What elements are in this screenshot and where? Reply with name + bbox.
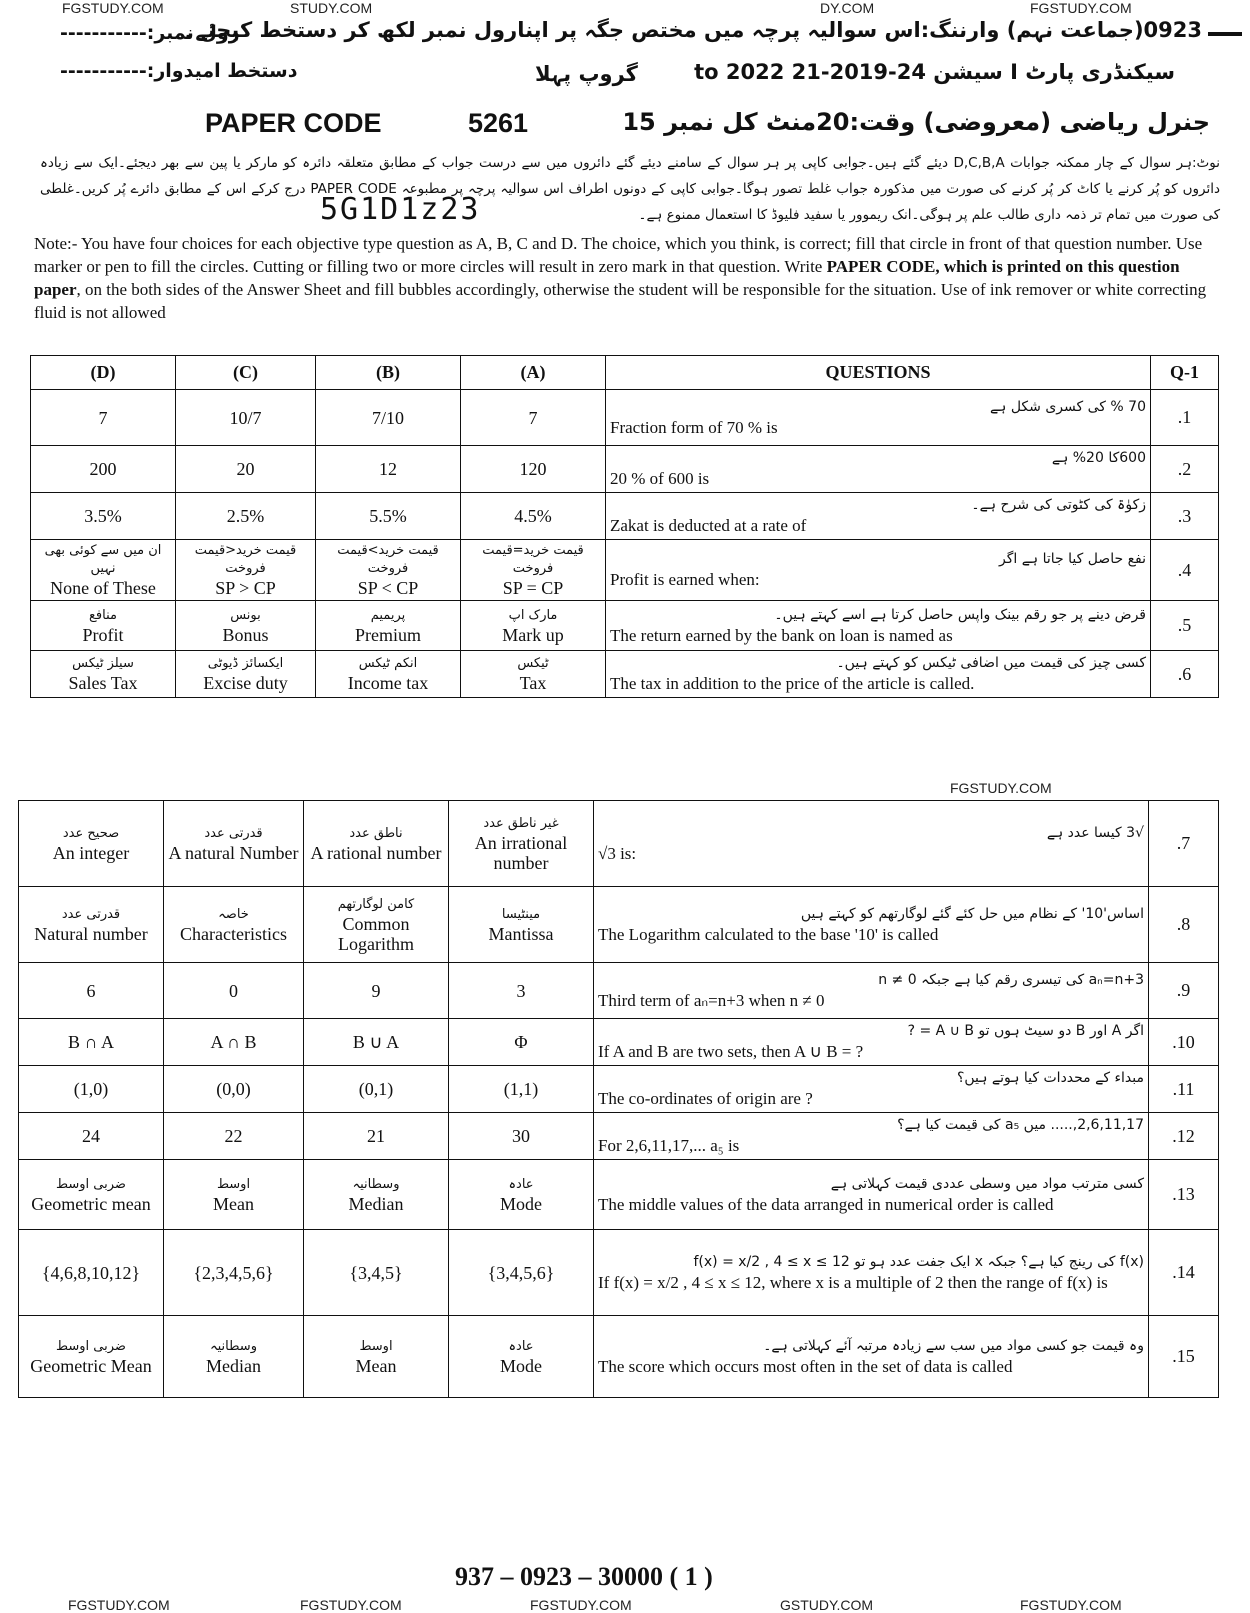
watermark: GSTUDY.COM	[780, 1597, 874, 1613]
watermark: FGSTUDY.COM	[1030, 0, 1132, 16]
option-b	[304, 1160, 449, 1230]
option-a-english: Φ	[514, 1032, 528, 1052]
watermark: FGSTUDY.COM	[950, 780, 1052, 796]
option-a-urdu: قیمت خرید=قیمت فروخت	[482, 543, 584, 576]
question-english: The co-ordinates of origin are ?	[598, 1089, 813, 1108]
option-d-urdu: صحیح عدد	[62, 825, 120, 841]
option-a-english: Mode	[500, 1355, 542, 1376]
option-c-english: (0,0)	[216, 1079, 251, 1099]
option-b	[316, 390, 461, 446]
option-c-english: Excise duty	[203, 673, 288, 693]
option-c-urdu: وسطانیہ	[210, 1338, 257, 1354]
option-a-english: 3	[516, 980, 526, 1001]
question-number: .1	[1151, 390, 1219, 446]
option-c	[164, 1230, 304, 1316]
question-english: The return earned by the bank on loan is named as	[610, 625, 953, 645]
question-text	[594, 1066, 1149, 1113]
paper-code-value: 5261	[468, 108, 529, 138]
question-english: The middle values of the data arranged in numerical order is called	[598, 1194, 1054, 1214]
option-a-urdu: غیر ناطق عدد	[483, 815, 559, 831]
option-c	[176, 540, 316, 601]
question-urdu: قرض دینے پر جو رقم بینک واپس حاصل کرتا ہے اسے کہتے ہیں۔	[774, 606, 1146, 623]
watermark: FGSTUDY.COM	[530, 1597, 632, 1613]
question-english: 20 % of 600 is	[610, 469, 710, 488]
option-c-urdu: بونس	[230, 607, 261, 623]
watermark: FGSTUDY.COM	[300, 1597, 402, 1613]
question-row	[19, 1066, 1219, 1113]
option-c-english: Characteristics	[180, 923, 287, 944]
option-b-urdu: اوسط	[359, 1338, 393, 1354]
question-text	[594, 801, 1149, 887]
option-a	[449, 1160, 594, 1230]
option-a-english: 4.5%	[514, 506, 552, 526]
option-a	[449, 1113, 594, 1160]
option-c	[164, 801, 304, 887]
question-number: .5	[1151, 601, 1219, 651]
option-d-english: None of These	[50, 578, 156, 598]
option-c	[176, 446, 316, 493]
option-a-english: 120	[519, 459, 547, 479]
question-text	[594, 887, 1149, 963]
session-line: سیکنڈری پارٹ I سیشن 24-2019-21 to 2022	[694, 60, 1175, 84]
question-urdu: 600کا 20% ہے	[1051, 450, 1146, 466]
option-a	[449, 887, 594, 963]
paper-code-label: PAPER CODE	[205, 108, 382, 138]
group-label: گروپ پہلا	[535, 62, 638, 86]
option-d-english: Geometric Mean	[30, 1355, 152, 1376]
option-a-english: Tax	[519, 673, 547, 693]
option-b-english: 7/10	[371, 407, 404, 428]
question-urdu: کسی مترتب مواد میں وسطی عددی قیمت کہلاتی ہے	[830, 1175, 1144, 1192]
header-c: (C)	[176, 356, 316, 390]
question-text	[606, 493, 1151, 540]
option-b-english: B ∪ A	[352, 1032, 400, 1052]
question-english: Profit is earned when:	[610, 570, 760, 589]
question-row	[19, 1019, 1219, 1066]
question-number: .4	[1151, 540, 1219, 601]
option-c-urdu: قدرتی عدد	[204, 825, 263, 841]
option-c-urdu: خاصہ	[218, 906, 249, 922]
watermark: FGSTUDY.COM	[1020, 1597, 1122, 1613]
question-english: √3 is:	[598, 843, 637, 863]
option-c-english: Mean	[213, 1193, 254, 1214]
option-a-urdu: مارک اپ	[508, 607, 558, 623]
option-c	[164, 1019, 304, 1066]
question-number: .12	[1149, 1113, 1219, 1160]
option-a-english: {3,4,5,6}	[487, 1262, 555, 1283]
option-d-english: 7	[98, 407, 108, 428]
option-c-english: {2,3,4,5,6}	[193, 1262, 274, 1283]
option-a-english: 30	[512, 1126, 530, 1146]
option-b-urdu: وسطانیہ	[352, 1176, 400, 1192]
option-d	[31, 493, 176, 540]
option-d-urdu: ان میں سے کوئی بھی نہیں	[44, 543, 162, 576]
question-english: If f(x) = x/2 , 4 ≤ x ≤ 12, where x is a multiple of 2 then the range of f(x) is	[598, 1272, 1108, 1292]
option-d-urdu: سیلز ٹیکس	[72, 656, 134, 671]
question-urdu: مبداء کے محددات کیا ہوتے ہیں؟	[956, 1070, 1144, 1086]
option-b-english: 21	[367, 1126, 385, 1146]
option-b-english: Mean	[355, 1355, 397, 1376]
header-qno: Q-1	[1151, 356, 1219, 390]
question-text	[594, 1019, 1149, 1066]
question-number: .15	[1149, 1316, 1219, 1398]
question-urdu: f(x) کی رینج کیا ہے؟ جبکہ x ایک جفت عدد ہو تو f(x) = x/2 , 4 ≤ x ≤ 12	[693, 1253, 1144, 1270]
option-b	[304, 963, 449, 1019]
option-c-english: 10/7	[229, 407, 262, 428]
option-a	[461, 446, 606, 493]
option-b	[304, 1230, 449, 1316]
option-c-english: A natural Number	[168, 842, 299, 863]
question-urdu: وہ قیمت جو کسی مواد میں سب سے زیادہ مرتبہ آئے کہلاتی ہے۔	[763, 1337, 1144, 1354]
option-d	[19, 1019, 164, 1066]
option-c-urdu: قیمت خرید<قیمت فروخت	[194, 543, 297, 576]
option-d	[19, 1316, 164, 1398]
question-english: The tax in addition to the price of the article is called.	[610, 674, 975, 693]
subject-line: جنرل ریاضی (معروضی) وقت:20منٹ کل نمبر 15	[622, 108, 1210, 136]
question-number: .8	[1149, 887, 1219, 963]
question-number: .2	[1151, 446, 1219, 493]
question-row	[31, 493, 1219, 540]
watermark: FGSTUDY.COM	[68, 1597, 170, 1613]
question-english: If A and B are two sets, then A ∪ B = ?	[598, 1042, 864, 1061]
option-a-english: Mark up	[502, 624, 564, 645]
question-text	[594, 963, 1149, 1019]
question-urdu: 2,6,11,17,..... میں a₅ کی قیمت کیا ہے؟	[897, 1117, 1144, 1133]
option-b-english: (0,1)	[358, 1079, 394, 1099]
option-c	[164, 1113, 304, 1160]
header-b: (B)	[316, 356, 461, 390]
option-b	[304, 801, 449, 887]
option-c-urdu: اوسط	[216, 1176, 251, 1192]
watermark: FGSTUDY.COM	[62, 0, 164, 16]
option-b	[304, 1316, 449, 1398]
option-a	[461, 651, 606, 698]
question-english: For 2,6,11,17,... a₅ is	[598, 1136, 740, 1155]
option-c-english: 0	[229, 980, 238, 1001]
option-a-urdu: ٹیکس	[517, 656, 549, 671]
option-b	[316, 651, 461, 698]
option-b-urdu: کامن لوگارتھم	[337, 896, 415, 912]
question-text	[594, 1316, 1149, 1398]
question-english: The score which occurs most often in the set of data is called	[598, 1356, 1013, 1376]
roll-number: رول نمبر:-----------	[60, 22, 240, 44]
question-english: Third term of aₙ=n+3 when n ≠ 0	[598, 990, 825, 1010]
option-b-urdu: انکم ٹیکس	[358, 656, 418, 671]
question-row	[19, 1160, 1219, 1230]
option-d-english: B ∩ A	[67, 1032, 114, 1052]
option-d-urdu: منافع	[89, 607, 117, 623]
option-d-urdu: ضربی اوسط	[56, 1176, 126, 1192]
question-row	[19, 887, 1219, 963]
option-d	[31, 446, 176, 493]
option-d	[19, 801, 164, 887]
option-b	[316, 493, 461, 540]
option-d-urdu: ضربی اوسط	[56, 1338, 126, 1354]
option-d	[31, 651, 176, 698]
option-b-urdu: پریمیم	[370, 607, 406, 623]
watermark: DY.COM	[820, 0, 875, 16]
option-d	[19, 1113, 164, 1160]
option-a-english: Mode	[500, 1193, 542, 1214]
question-urdu: نفع حاصل کیا جاتا ہے اگر	[998, 551, 1146, 567]
option-a-urdu: عادہ	[508, 1338, 534, 1354]
option-b	[304, 887, 449, 963]
question-text	[594, 1160, 1149, 1230]
option-a	[449, 1066, 594, 1113]
dash-mark	[1208, 32, 1242, 36]
question-urdu: کسی چیز کی قیمت میں اضافی ٹیکس کو کہتے ہیں۔	[836, 655, 1146, 671]
question-number: .7	[1149, 801, 1219, 887]
header-questions: QUESTIONS	[606, 356, 1151, 390]
option-b-english: Common Logarithm	[338, 913, 414, 954]
question-urdu: اساس'10' کے نظام میں حل کئے گئے لوگارتھم کو کہتے ہیں	[800, 905, 1144, 922]
question-row	[31, 446, 1219, 493]
option-b	[304, 1019, 449, 1066]
option-d-english: Sales Tax	[68, 673, 138, 693]
question-english: The Logarithm calculated to the base '10' is called	[598, 924, 939, 944]
option-a	[461, 601, 606, 651]
question-urdu: √3 کیسا عدد ہے	[1046, 824, 1144, 841]
option-d	[31, 540, 176, 601]
question-row	[19, 1230, 1219, 1316]
option-a	[449, 1230, 594, 1316]
option-b	[304, 1113, 449, 1160]
question-row	[19, 1316, 1219, 1398]
question-text	[594, 1230, 1149, 1316]
option-d-english: (1,0)	[73, 1079, 109, 1099]
option-b-english: 5.5%	[369, 506, 407, 526]
option-c	[176, 601, 316, 651]
option-d	[19, 1160, 164, 1230]
option-c	[164, 963, 304, 1019]
question-number: .11	[1149, 1066, 1219, 1113]
header-d: (D)	[31, 356, 176, 390]
option-b-english: Median	[348, 1193, 404, 1214]
question-urdu: زکوٰۃ کی کٹوتی کی شرح ہے۔	[971, 497, 1146, 513]
option-d	[31, 601, 176, 651]
option-a-urdu: مینٹیسا	[501, 906, 541, 922]
option-b-urdu: قیمت خرید>قیمت فروخت	[337, 543, 439, 576]
option-c	[176, 390, 316, 446]
option-c-english: 20	[236, 459, 255, 479]
question-english: Zakat is deducted at a rate of	[610, 516, 807, 535]
option-d-english: Geometric mean	[31, 1193, 151, 1214]
option-a-english: SP = CP	[502, 578, 564, 598]
footer-code: 937 – 0923 – 30000 ( 1 )	[455, 1562, 713, 1591]
option-c-english: 2.5%	[226, 506, 265, 526]
question-row	[31, 601, 1219, 651]
question-row	[31, 651, 1219, 698]
option-a-english: An irrational number	[474, 832, 568, 873]
question-row	[19, 801, 1219, 887]
question-english: Fraction form of 70 % is	[610, 417, 778, 437]
option-b	[304, 1066, 449, 1113]
question-text	[606, 446, 1151, 493]
question-urdu: اگر A اور B دو سیٹ ہوں تو A ∪ B = ?	[907, 1023, 1144, 1039]
question-row	[19, 963, 1219, 1019]
option-d	[31, 390, 176, 446]
questions-table-2	[18, 800, 1219, 1398]
candidate-signature: دستخط امیدوار:-----------	[60, 60, 298, 82]
option-b	[316, 601, 461, 651]
question-number: .13	[1149, 1160, 1219, 1230]
option-d	[19, 1230, 164, 1316]
option-a-english: Mantissa	[488, 923, 554, 944]
question-text	[606, 540, 1151, 601]
question-number: .6	[1151, 651, 1219, 698]
option-c-english: 22	[224, 1126, 243, 1146]
question-urdu: 70 % کی کسری شکل ہے	[989, 398, 1146, 415]
option-a-english: 7	[528, 407, 538, 428]
questions-table-1	[30, 355, 1219, 698]
option-d-english: 200	[89, 459, 117, 479]
option-b-english: SP < CP	[357, 578, 419, 598]
question-number: .3	[1151, 493, 1219, 540]
option-b-english: 9	[371, 980, 381, 1001]
option-b-english: Premium	[355, 624, 421, 645]
option-c-english: Bonus	[222, 624, 269, 645]
option-b	[316, 446, 461, 493]
question-text	[594, 1113, 1149, 1160]
handwritten-mark: 5G1D1z23	[320, 192, 481, 227]
option-c-english: A ∩ B	[210, 1032, 257, 1052]
option-d-english: {4,6,8,10,12}	[41, 1262, 141, 1283]
question-text	[606, 601, 1151, 651]
option-b-english: {3,4,5}	[349, 1262, 403, 1283]
note-urdu: نوٹ:ہر سوال کے چار ممکنہ جوابات D,C,B,A دیئے گئے ہیں۔جوابی کاپی پر ہر سوال کے سامنے دیئے گئے دائروں میں سے درست جواب کے مطابق متعلقہ دائرہ کو مارکر یا پین سے بھر دیجئے۔ایک سے زیادہ دائروں کو پُر کرنے یا کاٹ کر پُر کرنے کی صورت میں مذکورہ جواب غلط تصور ہوگا۔جوابی کاپی کے دونوں اطراف اس سوالیہ پرچہ پر مطبوعہ PAPER CODE درج کرکے اس کے مطابق دائرے پُر کریں۔غلطی کی صورت میں تمام تر ذمہ داری طالب علم پر ہوگی۔انک ریموور یا سفید فلیوڈ کا استعمال ممنوع ہے۔	[40, 155, 1220, 223]
option-a	[461, 390, 606, 446]
header-a: (A)	[461, 356, 606, 390]
option-d-english: 6	[86, 980, 96, 1001]
question-number: .9	[1149, 963, 1219, 1019]
option-d	[19, 963, 164, 1019]
option-a	[461, 493, 606, 540]
question-text	[606, 651, 1151, 698]
option-c	[176, 651, 316, 698]
option-a	[449, 963, 594, 1019]
question-text	[606, 390, 1151, 446]
option-c-english: Median	[206, 1355, 261, 1376]
option-a	[449, 1316, 594, 1398]
option-a	[461, 540, 606, 601]
option-d	[19, 1066, 164, 1113]
question-row	[31, 390, 1219, 446]
option-c	[164, 1160, 304, 1230]
option-c-urdu: ایکسائز ڈیوٹی	[207, 656, 284, 671]
option-c	[176, 493, 316, 540]
option-a-urdu: عادہ	[508, 1176, 534, 1192]
option-d-english: An integer	[52, 842, 130, 863]
option-c	[164, 887, 304, 963]
question-row	[31, 540, 1219, 601]
question-number: .10	[1149, 1019, 1219, 1066]
watermark: STUDY.COM	[290, 0, 373, 16]
warning-line: 0923(جماعت نہم) وارننگ:اس سوالیہ پرچہ میں مختص جگہ پر اپنارول نمبر لکھ کر دستخط کیجئے۔	[183, 18, 1202, 42]
option-d-english: 24	[82, 1126, 100, 1146]
option-b-english: Income tax	[347, 673, 429, 693]
note-english: Note:- You have four choices for each objective type question as A, B, C and D. The choice, which you think, is correct; fill that circle in front of that question number. Use marker or pen to fill the circles. Cutting or filling two or more circles will result in zero mark in that question. Write PAPER CODE, which is printed on this question paper, on the both sides of the Answer Sheet and fill bubbles accordingly, otherwise the student will be responsible for the situation. Use of ink remover or white correcting fluid is not allowed	[34, 234, 1207, 322]
option-d-english: Profit	[82, 624, 124, 645]
option-d-urdu: قدرتی عدد	[61, 906, 121, 922]
option-c	[164, 1316, 304, 1398]
option-d	[19, 887, 164, 963]
option-a	[449, 1019, 594, 1066]
option-d-english: Natural number	[34, 923, 148, 944]
question-number: .14	[1149, 1230, 1219, 1316]
option-b-english: A rational number	[310, 842, 442, 863]
option-d-english: 3.5%	[84, 506, 122, 526]
question-row	[19, 1113, 1219, 1160]
option-a	[449, 801, 594, 887]
question-urdu: aₙ=n+3 کی تیسری رقم کیا ہے جبکہ n ≠ 0	[878, 971, 1144, 988]
option-a-english: (1,1)	[503, 1079, 539, 1099]
option-b-english: 12	[379, 459, 397, 479]
option-b-urdu: ناطق عدد	[349, 825, 403, 841]
option-b	[316, 540, 461, 601]
option-c	[164, 1066, 304, 1113]
option-c-english: SP > CP	[215, 578, 276, 598]
